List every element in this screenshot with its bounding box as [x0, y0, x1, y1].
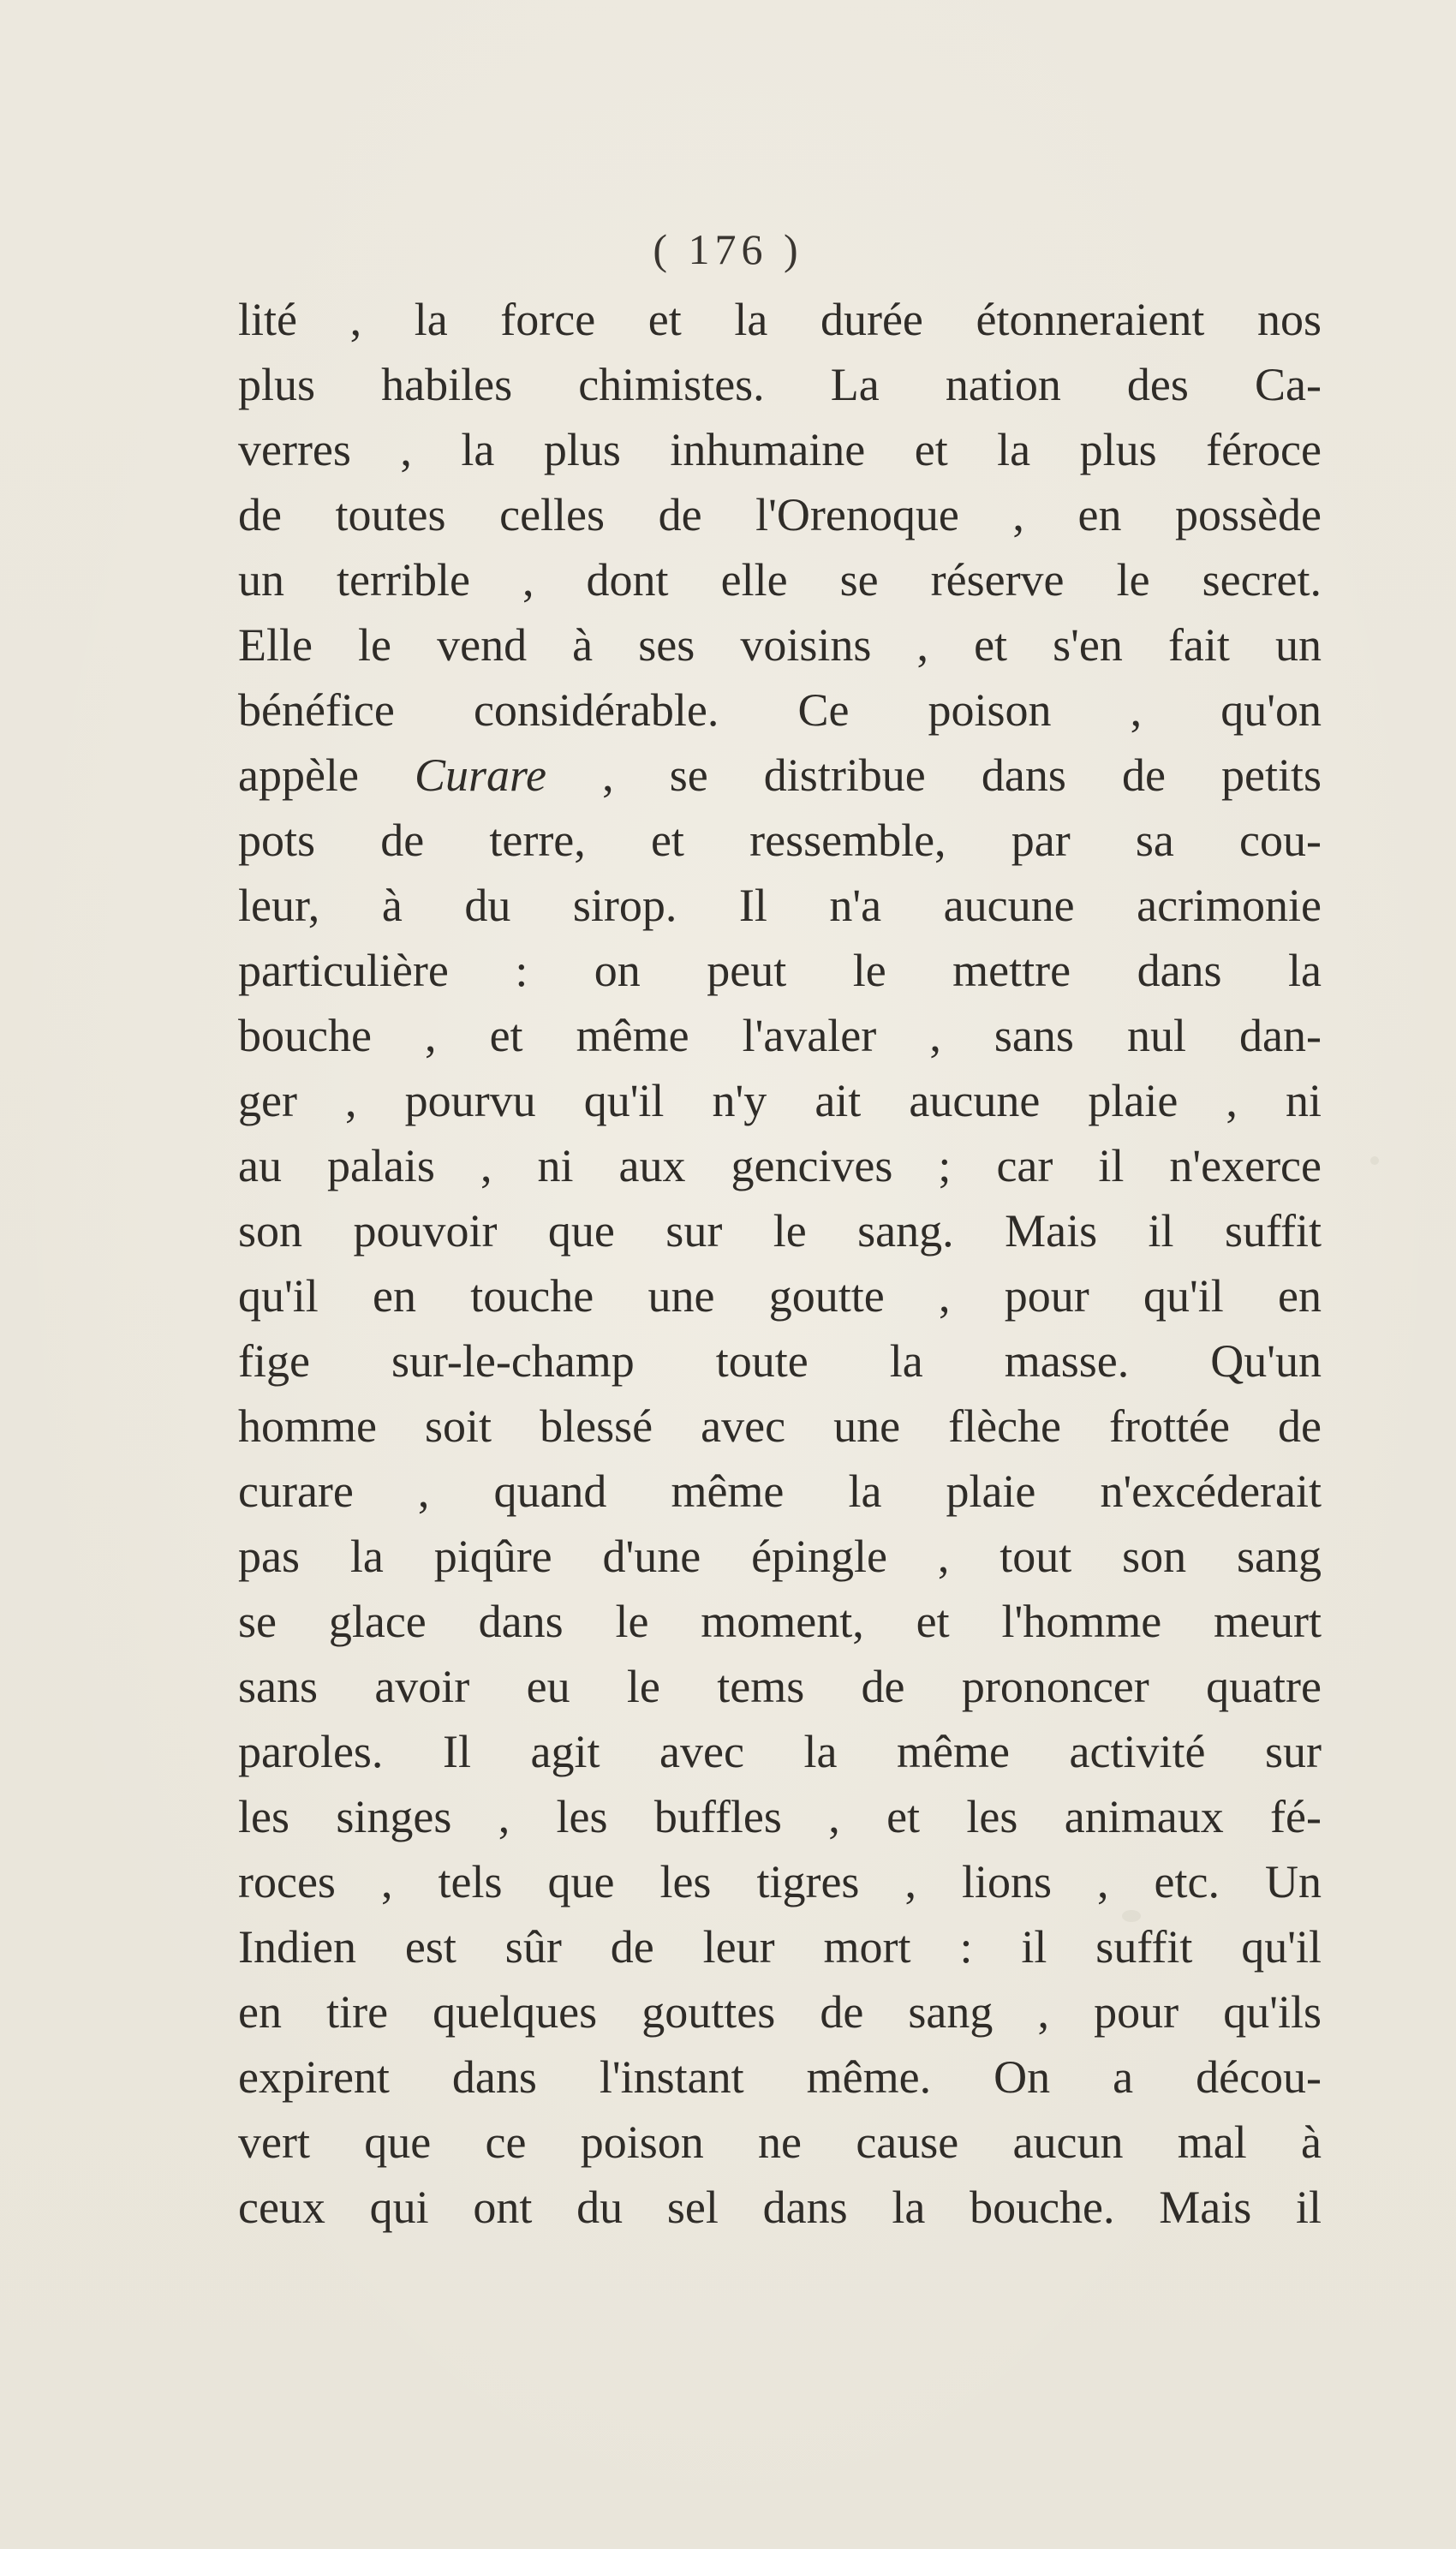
text-line: un terrible , dont elle se réserve le secret. — [238, 554, 1322, 606]
text-line: particulière : on peut le mettre dans la — [238, 945, 1322, 996]
text-line: vert que ce poison ne cause aucun mal à — [238, 2116, 1322, 2168]
text-line: leur, à du sirop. Il n'a aucune acrimonie — [238, 880, 1322, 931]
paper-stain — [1370, 1156, 1379, 1165]
text-line: expirent dans l'instant même. On a décou- — [238, 2051, 1322, 2103]
text-line: son pouvoir que sur le sang. Mais il suffit — [238, 1205, 1322, 1257]
text-line: sans avoir eu le tems de prononcer quatre — [238, 1661, 1322, 1712]
text-line: au palais , ni aux gencives ; car il n'exerce — [238, 1140, 1322, 1191]
text-line: homme soit blessé avec une flèche frottée de — [238, 1400, 1322, 1452]
text-line: qu'il en touche une goutte , pour qu'il en — [238, 1270, 1322, 1322]
text-line: de toutes celles de l'Orenoque , en possède — [238, 489, 1322, 540]
text-line: appèle Curare , se distribue dans de petits — [238, 749, 1322, 801]
text-line: Indien est sûr de leur mort : il suffit qu'il — [238, 1921, 1322, 1973]
text-line: se glace dans le moment, et l'homme meurt — [238, 1596, 1322, 1647]
text-line: fige sur-le-champ toute la masse. Qu'un — [238, 1335, 1322, 1387]
text-line: en tire quelques gouttes de sang , pour qu'ils — [238, 1986, 1322, 2038]
italic-term: Curare — [415, 749, 547, 801]
text-line: plus habiles chimistes. La nation des Ca- — [238, 359, 1322, 410]
text-line: lité , la force et la durée étonneraient nos — [238, 294, 1322, 345]
text-line: roces , tels que les tigres , lions , etc. Un — [238, 1856, 1322, 1907]
body-text — [238, 287, 1322, 2240]
text-line: ceux qui ont du sel dans la bouche. Mais il — [238, 2182, 1322, 2233]
text-line: pas la piqûre d'une épingle , tout son sang — [238, 1531, 1322, 1582]
text-line: bouche , et même l'avaler , sans nul dan- — [238, 1010, 1322, 1061]
text-line: pots de terre, et ressemble, par sa cou- — [238, 815, 1322, 866]
text-line: verres , la plus inhumaine et la plus féroce — [238, 424, 1322, 475]
text-line: ger , pourvu qu'il n'y ait aucune plaie , ni — [238, 1075, 1322, 1126]
text-line: curare , quand même la plaie n'excéderait — [238, 1466, 1322, 1517]
text-line: paroles. Il agit avec la même activité sur — [238, 1726, 1322, 1777]
text-line: bénéfice considérable. Ce poison , qu'on — [238, 684, 1322, 736]
text-line: Elle le vend à ses voisins , et s'en fait un — [238, 619, 1322, 671]
text-line: les singes , les buffles , et les animaux fé- — [238, 1791, 1322, 1842]
page-number: ( 176 ) — [653, 225, 803, 273]
